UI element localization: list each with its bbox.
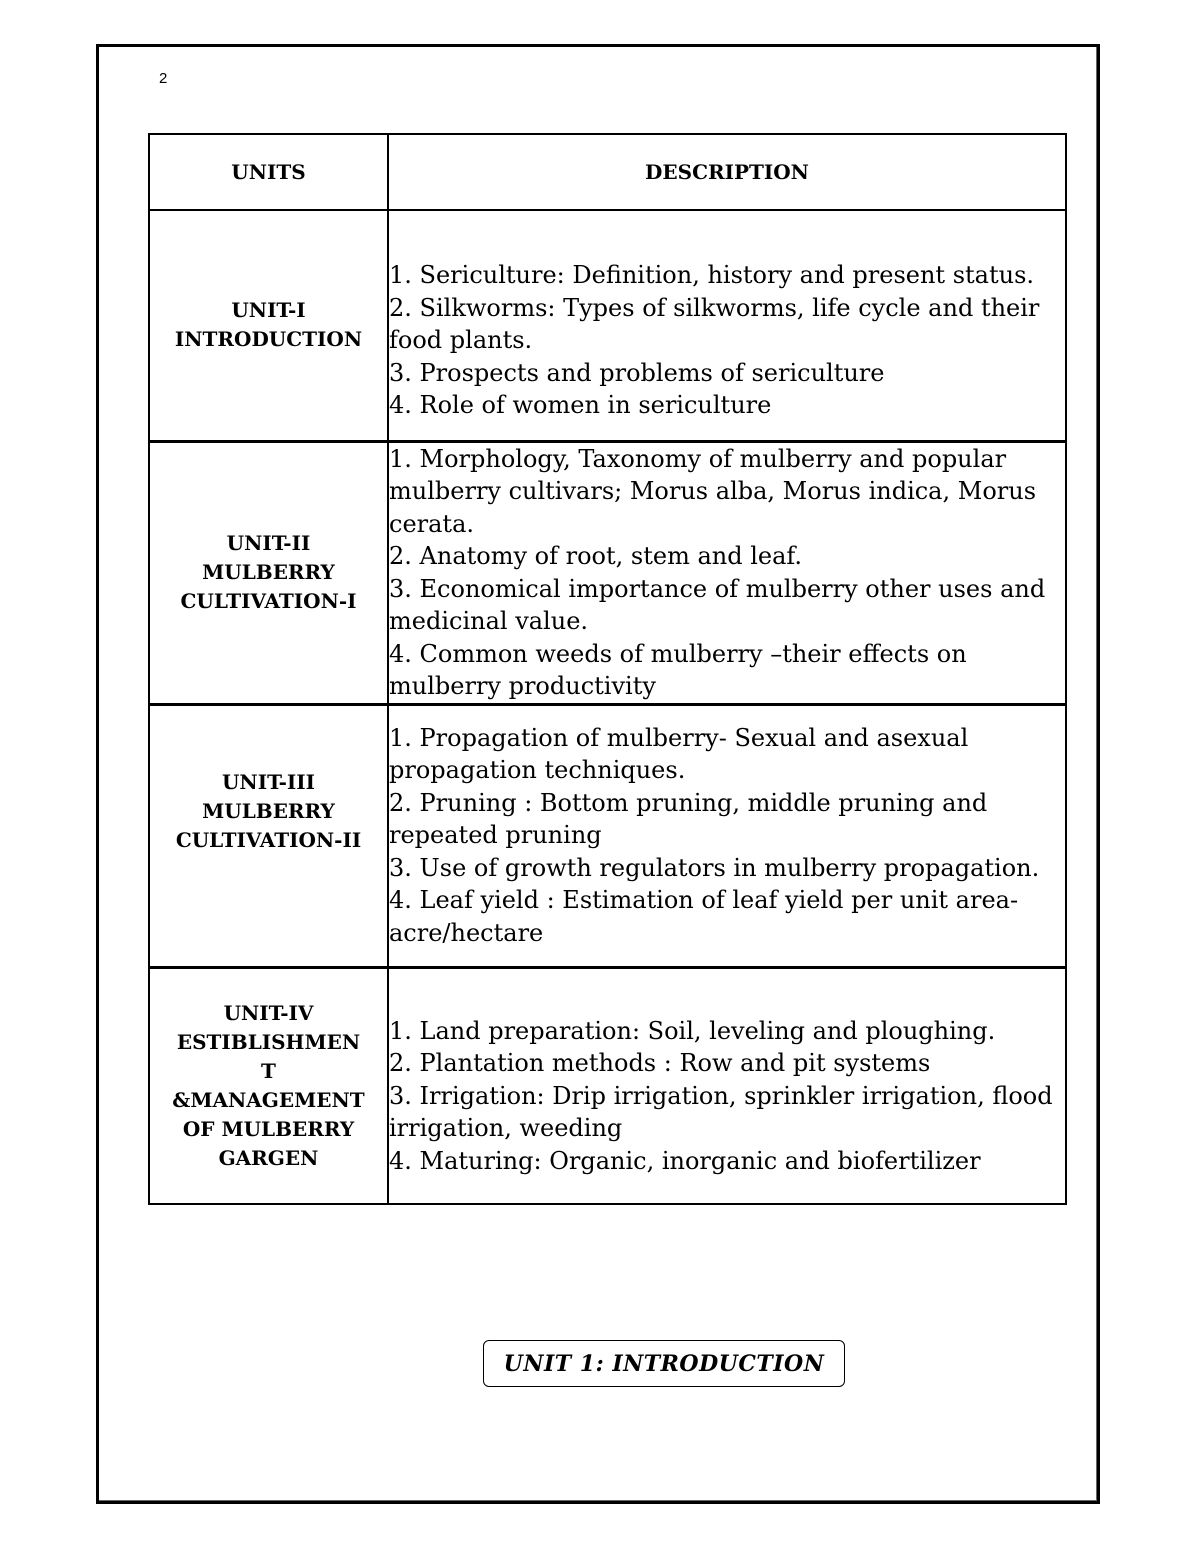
syllabus-table [148,133,1067,1205]
unit-label: MULBERRY [202,798,335,823]
list-item: 2. Pruning : Bottom pruning, middle pruning and repeated pruning [389,788,988,850]
list-item: 1. Propagation of mulberry- Sexual and asexual propagation techniques. [389,723,969,785]
list-item: 3. Economical importance of mulberry other uses and medicinal value. [389,574,1046,635]
table-row [149,441,1066,704]
description-cell [388,967,1066,1204]
unit-label: UNIT-IV [223,1000,314,1025]
page-number: 2 [159,70,168,87]
unit-label: UNIT-II [226,531,311,555]
unit-label: UNIT-III [221,769,316,794]
section-heading: UNIT 1: INTRODUCTION [483,1340,845,1387]
list-item: 1. Sericulture: Definition, history and present status. [389,261,1035,289]
table-row [149,210,1066,441]
units-header: UNITS [149,134,388,210]
list-item: 3. Use of growth regulators in mulberry propagation. [389,853,1040,882]
table-row [149,967,1066,1204]
list-item: 4. Leaf yield : Estimation of leaf yield per unit area-acre/hectare [389,886,1019,947]
unit-label: CULTIVATION-II [175,827,362,852]
table-row [149,704,1066,967]
unit-label: T [261,1058,276,1083]
unit-cell [149,967,388,1204]
list-item: 1. Morphology, Taxonomy of mulberry and popular mulberry cultivars; Morus alba, Morus indica, Morus cerata. [389,444,1037,538]
list-item: 3. Irrigation: Drip irrigation, sprinkler irrigation, flood irrigation, weeding [389,1081,1053,1142]
unit-label: GARGEN [218,1145,319,1170]
unit-label: INTRODUCTION [174,327,363,352]
list-item: 4. Role of women in sericulture [389,391,772,419]
description-cell [388,441,1066,704]
list-item: 1. Land preparation: Soil, leveling and ploughing. [389,1016,996,1045]
list-item: 4. Maturing: Organic, inorganic and biofertilizer [389,1146,981,1175]
description-header: DESCRIPTION [388,134,1066,210]
description-cell [388,210,1066,441]
unit-label: CULTIVATION-I [180,589,357,613]
unit-cell [149,441,388,704]
unit-label: UNIT-I [231,298,306,323]
list-item: 2. Silkworms: Types of silkworms, life cycle and their food plants. [389,293,1040,354]
unit-cell [149,704,388,967]
list-item: 2. Anatomy of root, stem and leaf. [389,542,803,570]
unit-label: OF MULBERRY [182,1116,355,1141]
table-header-row [149,134,1066,210]
unit-cell [149,210,388,441]
unit-label: &MANAGEMENT [172,1087,365,1112]
list-item: 4. Common weeds of mulberry –their effects on mulberry productivity [389,639,967,700]
unit-label: ESTIBLISHMEN [176,1029,361,1054]
description-cell [388,704,1066,967]
list-item: 2. Plantation methods : Row and pit systems [389,1049,931,1077]
list-item: 3. Prospects and problems of sericulture [389,358,885,387]
unit-label: MULBERRY [202,560,335,584]
